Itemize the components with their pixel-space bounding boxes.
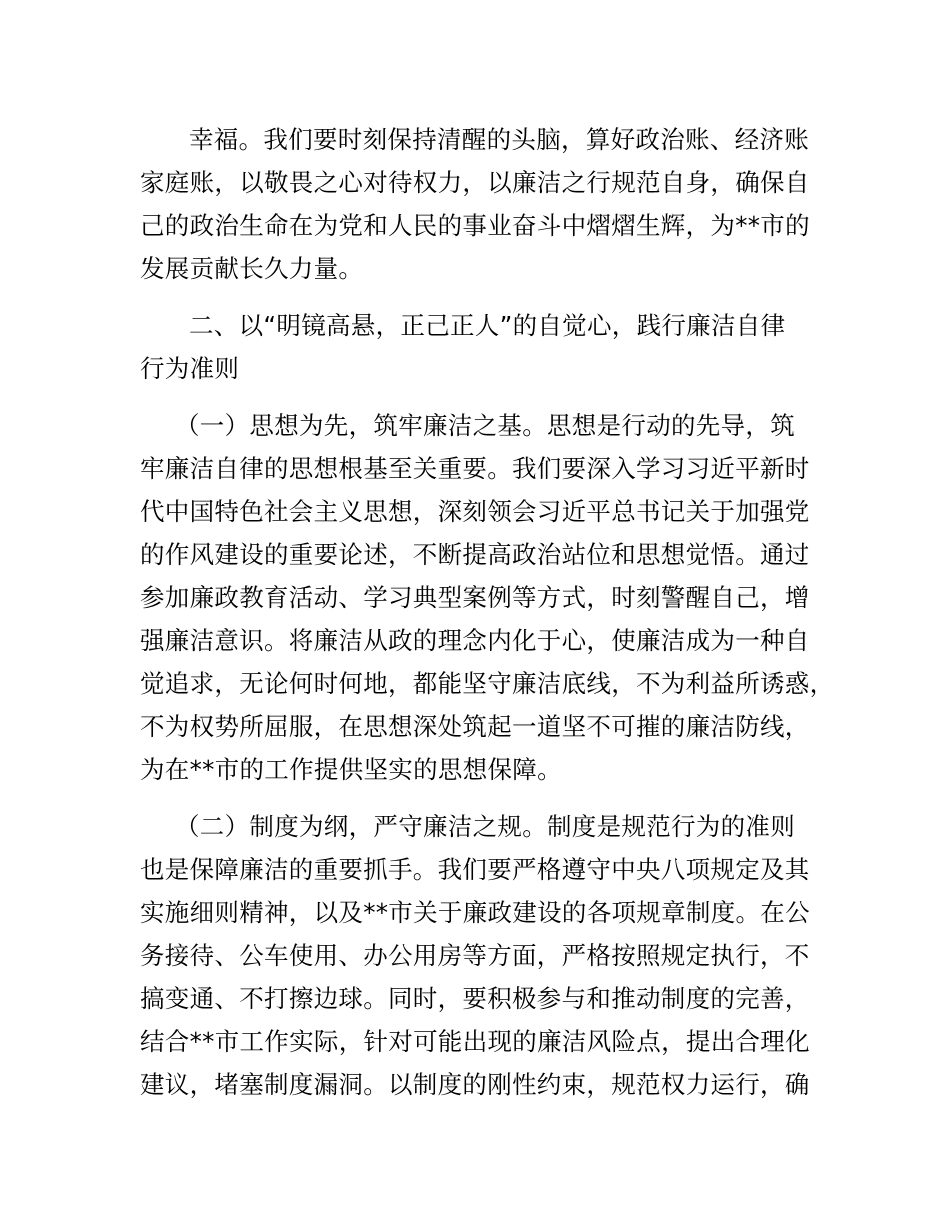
paragraph-closing [140,118,830,290]
text-line: 为在**市的工作提供坚实的思想保障。 [140,755,562,784]
text-line: 务接待、公车使用、办公用房等方面，严格按照规定执行，不 [140,941,810,970]
text-line: 参加廉政教育活动、学习典型案例等方式，时刻警醒自己，增 [140,583,810,612]
text-line: 不为权势所屈服，在思想深处筑起一道坚不可摧的廉洁防线， [140,712,810,741]
text-line: 搞变通、不打擦边球。同时，要积极参与和推动制度的完善， [140,984,810,1013]
text-line: 觉追求，无论何时何地，都能坚守廉洁底线，不为利益所诱惑， [140,669,835,698]
text-line: 建议，堵塞制度漏洞。以制度的刚性约束，规范权力运行，确 [140,1070,810,1099]
document-page [140,118,835,1120]
heading-line: 二、以“明镜高悬，正己正人”的自觉心，践行廉洁自律 [189,311,786,340]
text-line: 己的政治生命在为党和人民的事业奋斗中熠熠生辉，为**市的 [140,211,810,240]
text-line: 也是保障廉洁的重要抓手。我们要严格遵守中央八项规定及其 [140,855,810,884]
text-line: 代中国特色社会主义思想，深刻领会习近平总书记关于加强党 [140,497,810,526]
text-line: （二）制度为纲，严守廉洁之规。制度是规范行为的准则 [175,812,795,841]
text-line: （一）思想为先，筑牢廉洁之基。思想是行动的先导，筑 [175,411,795,440]
text-line: 发展贡献长久力量。 [140,254,364,283]
paragraph-system [140,805,830,1106]
text-line: 实施细则精神，以及**市关于廉政建设的各项规章制度。在公 [140,898,810,927]
text-line: 强廉洁意识。将廉洁从政的理念内化于心，使廉洁成为一种自 [140,626,810,655]
text-line: 家庭账，以敬畏之心对待权力，以廉洁之行规范自身，确保自 [140,168,810,197]
section-heading [140,304,830,390]
heading-line: 行为准则 [140,354,240,383]
text-line: 牢廉洁自律的思想根基至关重要。我们要深入学习习近平新时 [140,454,810,483]
text-line: 幸福。我们要时刻保持清醒的头脑，算好政治账、经济账 [189,125,809,154]
paragraph-thought [140,404,835,791]
text-line: 结合**市工作实际，针对可能出现的廉洁风险点，提出合理化 [140,1027,810,1056]
text-line: 的作风建设的重要论述，不断提高政治站位和思想觉悟。通过 [140,540,810,569]
